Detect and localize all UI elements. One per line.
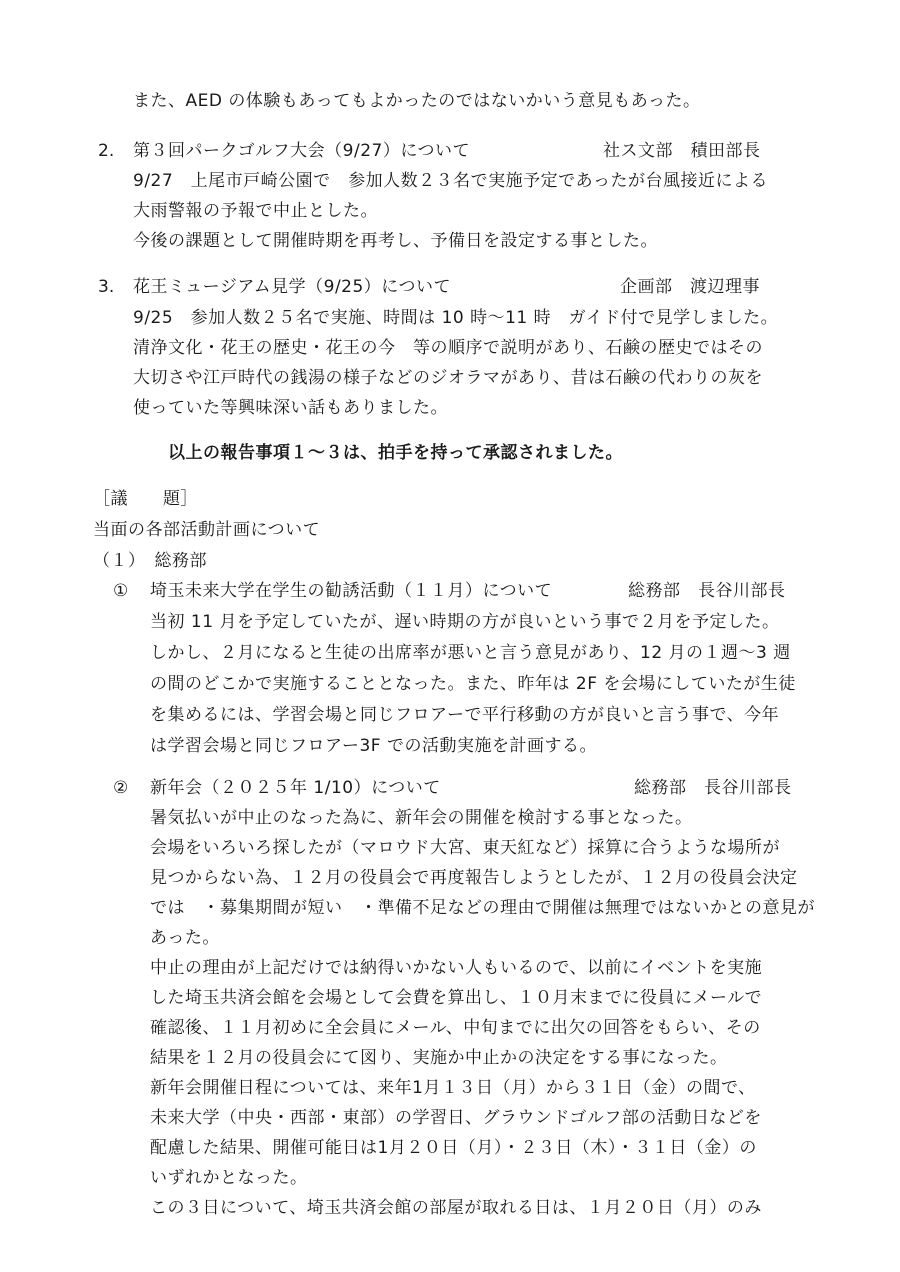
item-1-reporter: 総務部 長谷川部長: [628, 581, 786, 601]
report-3-line: 使っていた等興味深い話もありました。: [133, 398, 448, 418]
report-2-line: 大雨警報の予報で中止とした。: [133, 201, 378, 221]
item-2-line: 暑気払いが中止のなった為に、新年会の開催を検討する事となった。: [150, 808, 693, 828]
item-2-line: では ・募集期間が短い ・準備不足などの理由で開催は無理ではないかとの意見が: [150, 898, 815, 918]
agenda-subject: 当面の各部活動計画について: [93, 520, 321, 540]
item-2-line: 新年会開催日程については、来年1月１３日（月）から３１日（金）の間で、: [150, 1078, 756, 1098]
item-2-line: あった。: [150, 928, 220, 948]
item-2-line: した埼玉共済会館を会場として会費を算出し、１０月末までに役員にメールで: [150, 988, 763, 1008]
item-1-line: は学習会場と同じフロアー3F での活動実施を計画する。: [150, 736, 597, 756]
item-2-line: 未来大学（中央・西部・東部）の学習日、グラウンドゴルフ部の活動日などを: [150, 1108, 762, 1128]
item-2-line: いずれかとなった。: [150, 1168, 308, 1188]
item-2-line: 配慮した結果、開催可能日は1月２０日（月）・２３日（木）・３１日（金）の: [150, 1138, 757, 1158]
item-1-line: の間のどこかで実施することとなった。また、昨年は 2F を会場にしていたが生徒: [150, 674, 796, 694]
report-2-line: 今後の課題として開催時期を再考し、予備日を設定する事とした。: [133, 231, 658, 251]
report-3-line: 大切さや江戸時代の銭湯の様子などのジオラマがあり、昔は石鹸の代わりの灰を: [133, 368, 763, 388]
item-2-reporter: 総務部 長谷川部長: [634, 778, 792, 798]
report-2-title: 第３回パークゴルフ大会（9/27）について: [133, 141, 470, 161]
report-3-line: 9/25 参加人数２５名で実施、時間は 10 時～11 時 ガイド付で見学しました。: [133, 308, 779, 328]
item-1-line: 当初 11 月を予定していたが、遅い時期の方が良いという事で２月を予定した。: [150, 612, 780, 632]
report-3-title: 花王ミュージアム見学（9/25）について: [133, 277, 451, 297]
approval-statement: 以上の報告事項１～３は、拍手を持って承認されました。: [168, 443, 623, 463]
item-2-line: 確認後、１１月初めに全会員にメール、中旬までに出欠の回答をもらい、その: [150, 1018, 761, 1038]
report-2-reporter: 社ス文部 積田部長: [603, 141, 761, 161]
item-2-line: 見つからない為、１２月の役員会で再度報告しようとしたが、１２月の役員会決定: [150, 868, 798, 888]
report-2-number: 2.: [98, 141, 115, 161]
item-1-line: を集めるには、学習会場と同じフロアーで平行移動の方が良いと言う事で、今年: [150, 705, 780, 725]
report-3-number: 3.: [98, 277, 115, 297]
aed-note: また、AED の体験もあってもよかったのではないかいう意見もあった。: [133, 91, 701, 111]
report-3-reporter: 企画部 渡辺理事: [620, 277, 760, 297]
section-1-heading: （１） 総務部: [93, 551, 207, 571]
item-1-title: 埼玉未来大学在学生の勧誘活動（１１月）について: [150, 581, 553, 601]
item-2-title: 新年会（２０２５年 1/10）について: [150, 778, 441, 798]
item-2-line: この３日について、埼玉共済会館の部屋が取れる日は、１月２０日（月）のみ: [150, 1198, 762, 1218]
item-1-line: しかし、２月になると生徒の出席率が悪いと言う意見があり、12 月の１週～3 週: [150, 643, 791, 663]
item-2-marker: ②: [113, 778, 129, 798]
item-1-marker: ①: [113, 581, 129, 601]
item-2-line: 会場をいろいろ探したが（マロウド大宮、東天紅など）採算に合うような場所が: [150, 838, 780, 858]
agenda-heading: ［議 題］: [93, 489, 198, 509]
item-2-line: 結果を１２月の役員会にて図り、実施か中止かの決定をする事になった。: [150, 1048, 728, 1068]
report-3-line: 清浄文化・花王の歴史・花王の今 等の順序で説明があり、石鹸の歴史ではその: [133, 338, 763, 358]
item-2-line: 中止の理由が上記だけでは納得いかない人もいるので、以前にイベントを実施: [150, 958, 763, 978]
report-2-line: 9/27 上尾市戸崎公園で 参加人数２３名で実施予定であったが台風接近による: [133, 171, 769, 191]
